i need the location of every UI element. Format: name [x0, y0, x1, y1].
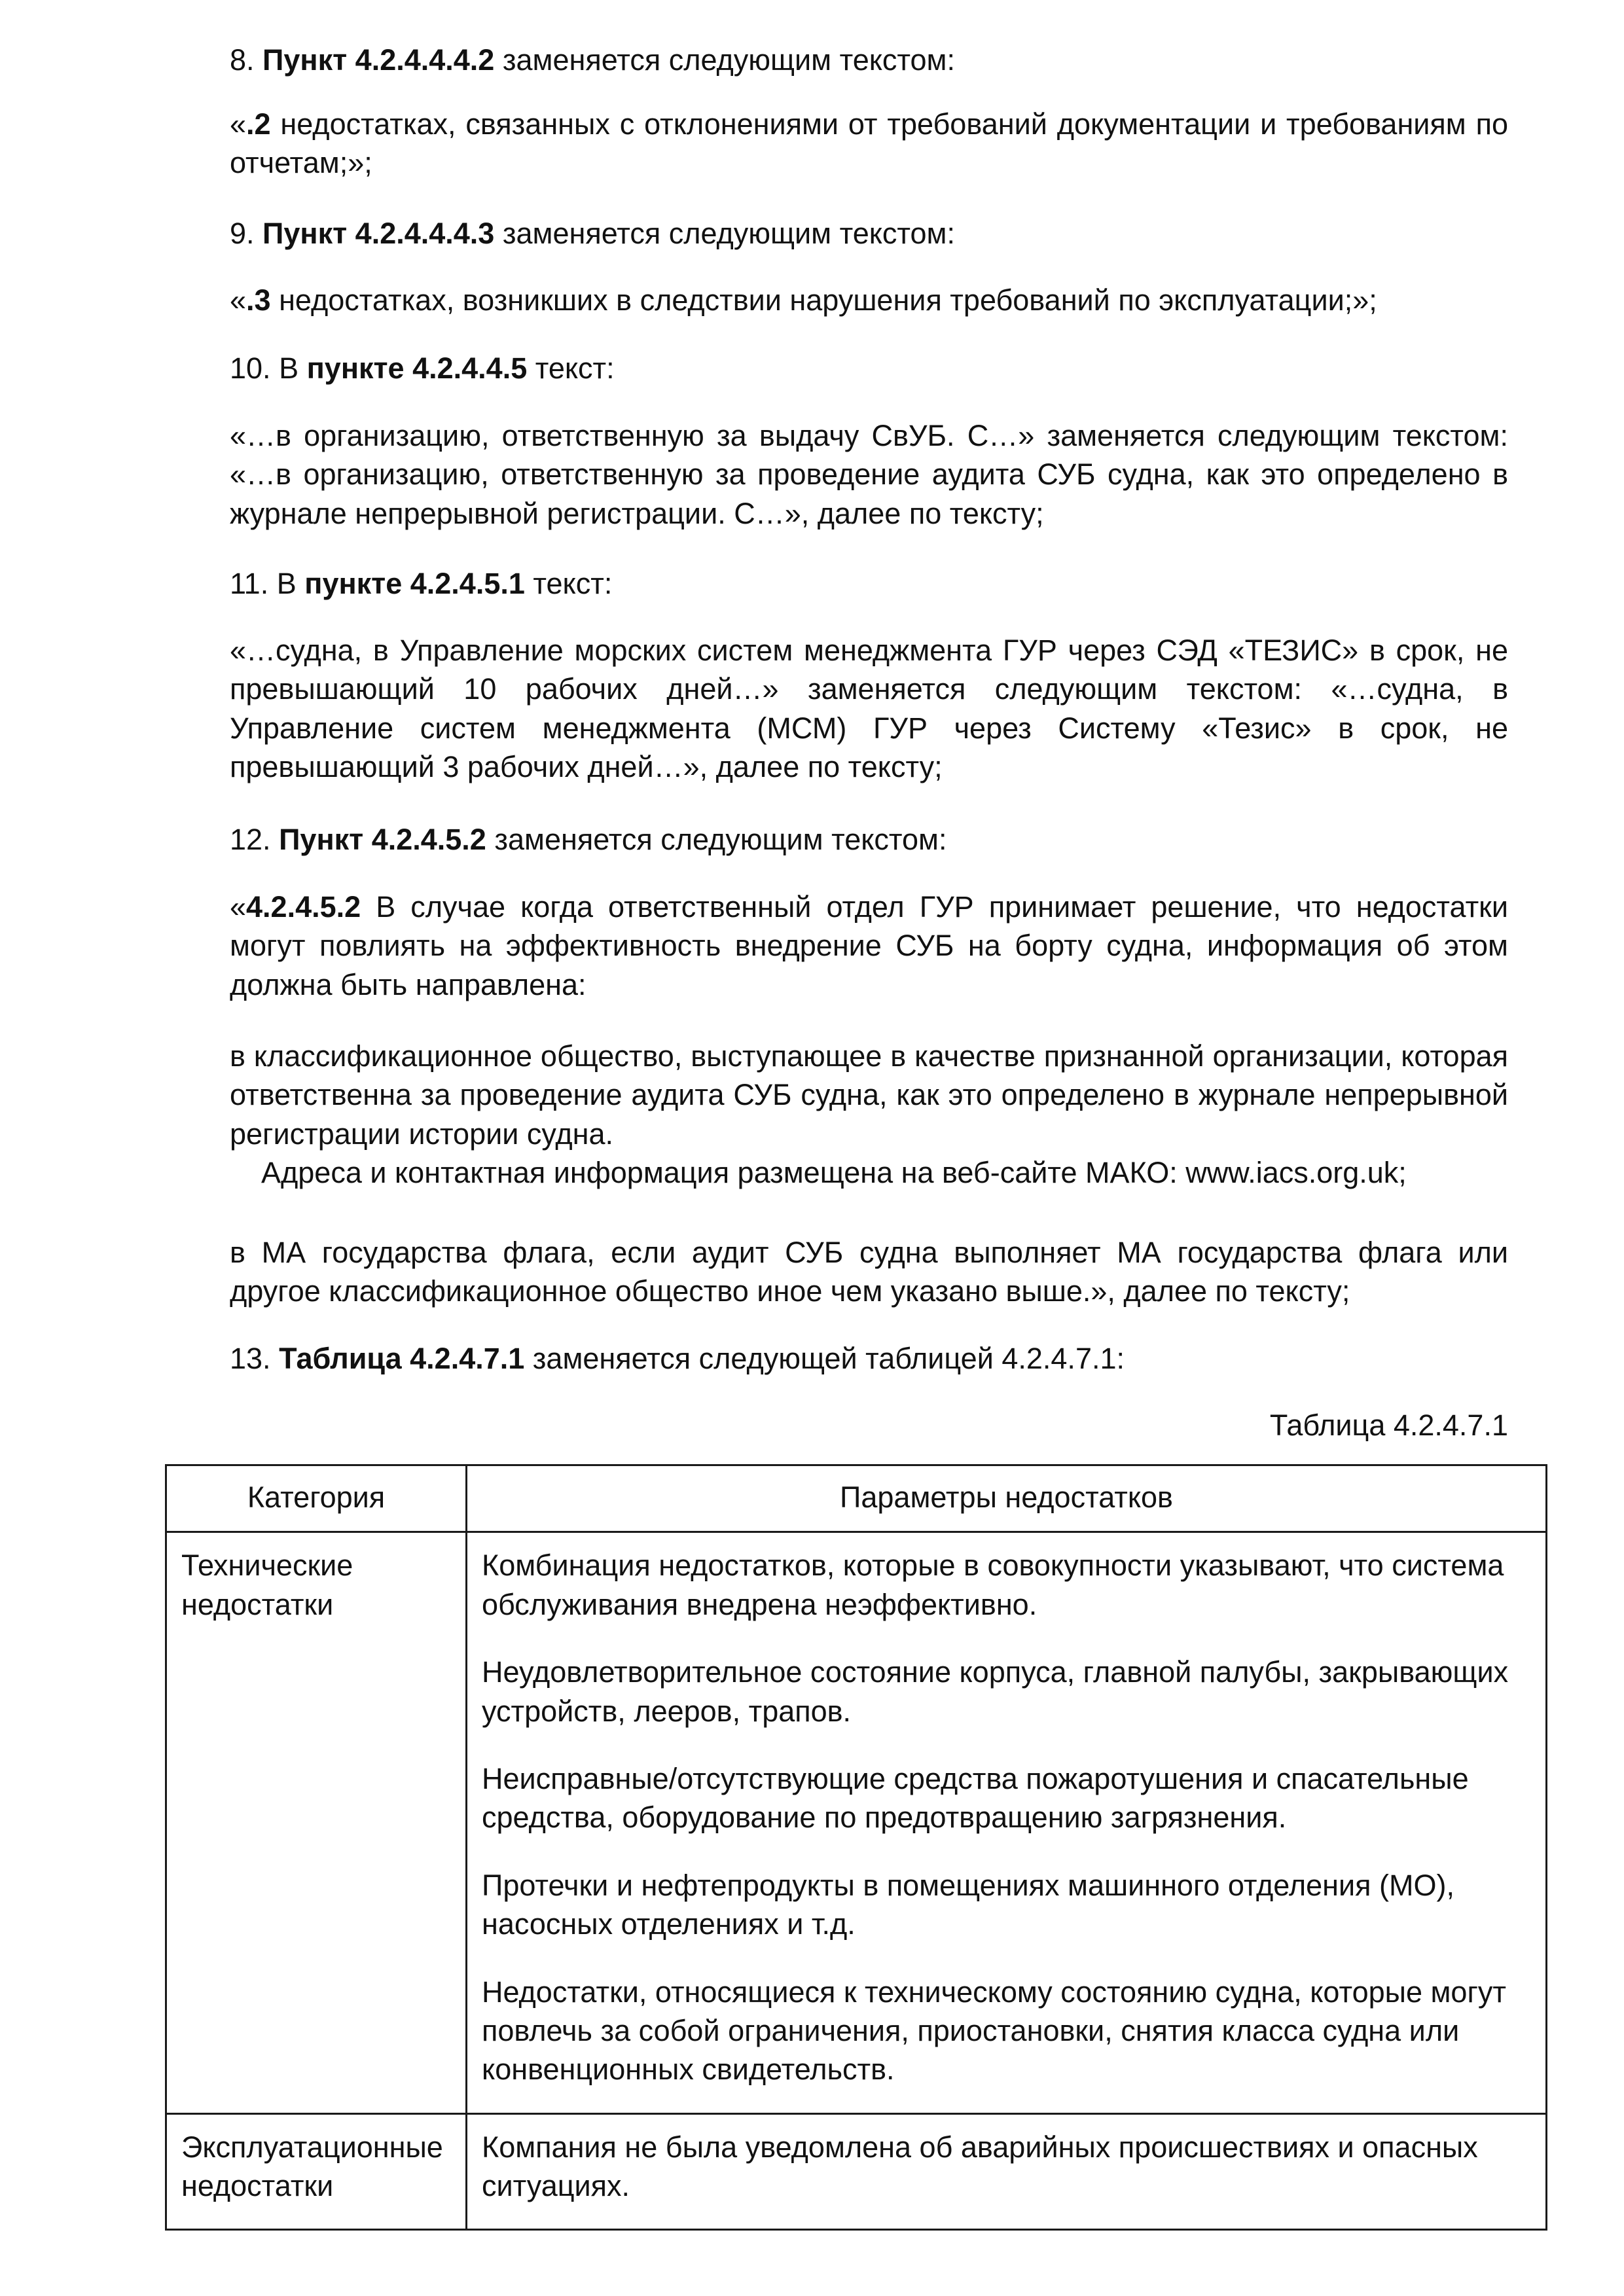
quote-paragraph — [230, 105, 1508, 183]
item-reference: пункте 4.2.4.5.1 — [304, 567, 525, 600]
quote-text: В случае когда ответственный отдел ГУР принимает решение, что недостатки могут повлиять на эффективность внедрение СУБ на борту судна, информация об этом должна быть направлена: — [230, 890, 1508, 1001]
param-item: Комбинация недостатков, которые в совокупности указывают, что система обслуживания внедрена неэффективно. — [482, 1549, 1504, 1621]
recipient-paragraph — [230, 1233, 1508, 1311]
item-reference: Пункт 4.2.4.5.2 — [279, 823, 486, 856]
recipient-paragraph — [230, 1037, 1508, 1193]
quote-paragraph — [230, 888, 1508, 1004]
table-header-row — [166, 1465, 1547, 1532]
item-text: текст: — [527, 351, 615, 385]
param-item: Протечки и нефтепродукты в помещениях машинного отделения (МО), насосных отделениях и т.д. — [482, 1868, 1454, 1941]
item-reference: Пункт 4.2.4.4.4.3 — [262, 217, 495, 250]
quote-paragraph — [230, 281, 1508, 319]
quote-mark: « — [230, 283, 247, 317]
item-9 — [230, 214, 1508, 253]
quote-mark: « — [230, 107, 247, 141]
quote-number: .3 — [246, 283, 271, 317]
item-10 — [230, 349, 1508, 387]
paragraph-text: в МА государства флага, если аудит СУБ судна выполняет МА государства флага или другое классификационное общество иное чем указано выше.», далее по тексту; — [230, 1236, 1508, 1308]
param-item: Компания не была уведомлена об аварийных происшествиях и опасных ситуациях. — [482, 2130, 1478, 2203]
paragraph-text: в классификационное общество, выступающее в качестве признанной организации, которая ответственна за проведение аудита СУБ судна, как это определено в журнале непрерывной регистрации истории судна. — [230, 1039, 1508, 1151]
item-number: 8. — [230, 43, 255, 77]
quote-text: недостатках, возникших в следствии нарушения требований по эксплуатации;»; — [270, 283, 1377, 317]
item-number: 12. — [230, 823, 271, 856]
table-row — [166, 1532, 1547, 2113]
item-reference: Таблица 4.2.4.7.1 — [279, 1342, 525, 1375]
params-cell — [467, 2113, 1547, 2230]
item-12 — [230, 820, 1508, 859]
category-cell: Технические недостатки — [166, 1532, 467, 2113]
item-11 — [230, 564, 1508, 603]
category-cell: Эксплуатационные недостатки — [166, 2113, 467, 2230]
item-number: 11. — [230, 567, 269, 600]
quote-number: .2 — [246, 107, 271, 141]
paragraph-text: «…судна, в Управление морских систем менеджмента ГУР через СЭД «ТЕЗИС» в срок, не превышающий 10 рабочих дней…» заменяется следующим текстом: «…судна, в Управление систем менеджмента (МСМ) ГУР через Систему «Тезис» в срок, не превышающий 3 рабочих дней…», далее по тексту; — [230, 634, 1508, 784]
params-cell — [467, 1532, 1547, 2113]
param-item: Неисправные/отсутствующие средства пожаротушения и спасательные средства, оборудование по предотвращению загрязнения. — [482, 1761, 1469, 1835]
header-params: Параметры недостатков — [467, 1465, 1547, 1532]
table-caption — [230, 1406, 1508, 1444]
item-reference: Пункт 4.2.4.4.4.2 — [262, 43, 495, 77]
item-text: заменяется следующим текстом: — [494, 217, 955, 250]
replacement-paragraph — [230, 416, 1508, 533]
quote-mark: « — [230, 890, 247, 924]
item-text: заменяется следующим текстом: — [486, 823, 947, 856]
quote-number: 4.2.4.5.2 — [246, 890, 361, 924]
item-number: 9. — [230, 217, 255, 250]
item-reference: пункте 4.2.4.4.5 — [306, 351, 528, 385]
item-number: 13. — [230, 1342, 271, 1375]
table-caption-text: Таблица 4.2.4.7.1 — [1269, 1408, 1508, 1442]
item-text: текст: — [524, 567, 613, 600]
table-row — [166, 2113, 1547, 2230]
contact-line: Адреса и контактная информация размещена на веб-сайте МАКО: www.iacs.org.uk; — [261, 1156, 1407, 1190]
replacement-paragraph — [230, 631, 1508, 787]
paragraph-text: «…в организацию, ответственную за выдачу СвУБ. С…» заменяется следующим текстом: «…в организацию, ответственную за проведение аудита СУБ судна, как это определено в журнале непрерывной регистрации. С…», далее по тексту; — [230, 419, 1508, 530]
quote-text: недостатках, связанных с отклонениями от требований документации и требованиям по отчетам;»; — [230, 107, 1508, 180]
deficiency-table — [165, 1464, 1547, 2231]
item-13 — [230, 1339, 1508, 1378]
item-prefix: В — [276, 567, 305, 600]
param-item: Неудовлетворительное состояние корпуса, главной палубы, закрывающих устройств, лееров, трапов. — [482, 1655, 1509, 1728]
item-number: 10. — [230, 351, 271, 385]
item-8 — [230, 41, 1508, 79]
header-category: Категория — [166, 1465, 467, 1532]
item-text: заменяется следующей таблицей 4.2.4.7.1: — [524, 1342, 1125, 1375]
param-item: Недостатки, относящиеся к техническому состоянию судна, которые могут повлечь за собой ограничения, приостановки, снятия класса судна или конвенционных свидетельств. — [482, 1975, 1506, 2087]
item-text: заменяется следующим текстом: — [494, 43, 955, 77]
item-prefix: В — [279, 351, 307, 385]
